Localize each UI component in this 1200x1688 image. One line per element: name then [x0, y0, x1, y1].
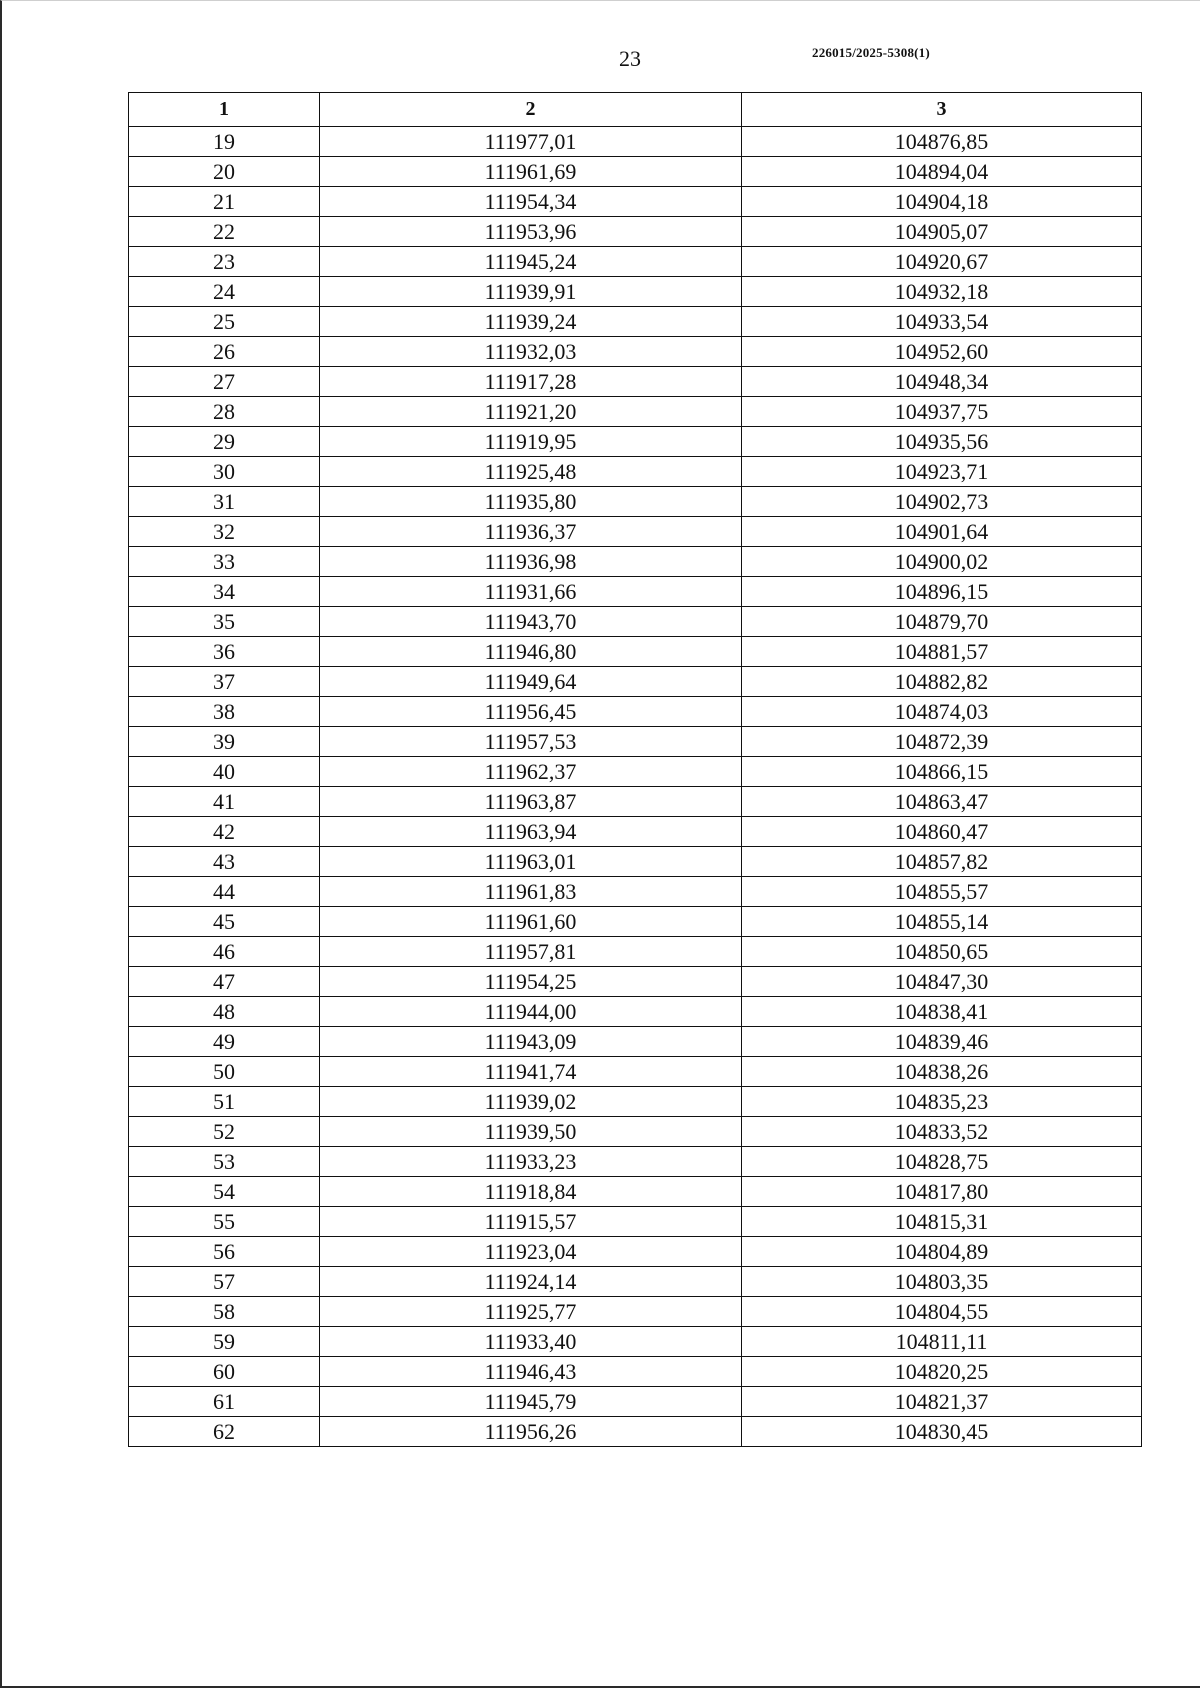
- table-cell-col-2: 111956,26: [320, 1417, 742, 1447]
- table-row: [129, 517, 1142, 547]
- column-header-2: 2: [320, 93, 742, 127]
- table-cell-col-3: 104850,65: [742, 937, 1142, 967]
- table-cell-col-3: 104874,03: [742, 697, 1142, 727]
- table-cell-col-3: 104804,55: [742, 1297, 1142, 1327]
- table-row: [129, 1057, 1142, 1087]
- table-cell-col-3: 104804,89: [742, 1237, 1142, 1267]
- table-cell-col-2: 111945,79: [320, 1387, 742, 1417]
- table-cell-col-2: 111941,74: [320, 1057, 742, 1087]
- table-row: [129, 157, 1142, 187]
- table-cell-col-2: 111931,66: [320, 577, 742, 607]
- table-body: [129, 127, 1142, 1447]
- table-cell-col-1: 41: [129, 787, 320, 817]
- table-cell-col-2: 111944,00: [320, 997, 742, 1027]
- table-cell-col-3: 104839,46: [742, 1027, 1142, 1057]
- table-cell-col-1: 62: [129, 1417, 320, 1447]
- table-row: [129, 457, 1142, 487]
- table-cell-col-1: 49: [129, 1027, 320, 1057]
- table-cell-col-1: 28: [129, 397, 320, 427]
- table-row: [129, 1417, 1142, 1447]
- table-cell-col-2: 111924,14: [320, 1267, 742, 1297]
- table-row: [129, 1087, 1142, 1117]
- table-row: [129, 337, 1142, 367]
- table-cell-col-2: 111961,83: [320, 877, 742, 907]
- table-cell-col-2: 111962,37: [320, 757, 742, 787]
- table-row: [129, 247, 1142, 277]
- table-cell-col-1: 35: [129, 607, 320, 637]
- table-cell-col-1: 24: [129, 277, 320, 307]
- table-row: [129, 997, 1142, 1027]
- table-cell-col-1: 37: [129, 667, 320, 697]
- table-cell-col-1: 57: [129, 1267, 320, 1297]
- table-row: [129, 127, 1142, 157]
- table-row: [129, 847, 1142, 877]
- table-cell-col-1: 26: [129, 337, 320, 367]
- table-cell-col-2: 111977,01: [320, 127, 742, 157]
- table-row: [129, 637, 1142, 667]
- table-cell-col-3: 104948,34: [742, 367, 1142, 397]
- table-row: [129, 1147, 1142, 1177]
- table-row: [129, 1237, 1142, 1267]
- table-cell-col-1: 38: [129, 697, 320, 727]
- table-cell-col-2: 111956,45: [320, 697, 742, 727]
- table-cell-col-1: 39: [129, 727, 320, 757]
- table-row: [129, 937, 1142, 967]
- table-cell-col-3: 104828,75: [742, 1147, 1142, 1177]
- table-row: [129, 427, 1142, 457]
- table-cell-col-3: 104933,54: [742, 307, 1142, 337]
- table-cell-col-2: 111961,60: [320, 907, 742, 937]
- coordinates-table: [128, 92, 1142, 1447]
- column-header-1: 1: [129, 93, 320, 127]
- table-cell-col-2: 111963,87: [320, 787, 742, 817]
- table-cell-col-2: 111933,40: [320, 1327, 742, 1357]
- table-cell-col-2: 111943,09: [320, 1027, 742, 1057]
- table-cell-col-1: 48: [129, 997, 320, 1027]
- table-cell-col-3: 104901,64: [742, 517, 1142, 547]
- table-cell-col-2: 111961,69: [320, 157, 742, 187]
- table-cell-col-1: 51: [129, 1087, 320, 1117]
- table-row: [129, 967, 1142, 997]
- table-header-row: [129, 93, 1142, 127]
- table-cell-col-3: 104833,52: [742, 1117, 1142, 1147]
- table-cell-col-2: 111933,23: [320, 1147, 742, 1177]
- table-row: [129, 817, 1142, 847]
- table-cell-col-1: 53: [129, 1147, 320, 1177]
- table-row: [129, 1117, 1142, 1147]
- table-cell-col-3: 104838,41: [742, 997, 1142, 1027]
- table-cell-col-2: 111923,04: [320, 1237, 742, 1267]
- table-cell-col-2: 111945,24: [320, 247, 742, 277]
- table-cell-col-1: 60: [129, 1357, 320, 1387]
- table-cell-col-1: 19: [129, 127, 320, 157]
- table-cell-col-3: 104830,45: [742, 1417, 1142, 1447]
- table-cell-col-1: 52: [129, 1117, 320, 1147]
- table-row: [129, 1267, 1142, 1297]
- table-cell-col-1: 23: [129, 247, 320, 277]
- table-row: [129, 727, 1142, 757]
- table-cell-col-2: 111946,43: [320, 1357, 742, 1387]
- table-cell-col-2: 111957,81: [320, 937, 742, 967]
- table-cell-col-2: 111936,37: [320, 517, 742, 547]
- table-cell-col-3: 104866,15: [742, 757, 1142, 787]
- table-cell-col-3: 104882,82: [742, 667, 1142, 697]
- table-cell-col-2: 111939,24: [320, 307, 742, 337]
- table-cell-col-3: 104857,82: [742, 847, 1142, 877]
- table-cell-col-1: 58: [129, 1297, 320, 1327]
- table-cell-col-2: 111949,64: [320, 667, 742, 697]
- page-number: 23: [619, 46, 641, 71]
- table-cell-col-2: 111953,96: [320, 217, 742, 247]
- table-cell-col-1: 33: [129, 547, 320, 577]
- table-cell-col-2: 111943,70: [320, 607, 742, 637]
- table-cell-col-1: 32: [129, 517, 320, 547]
- table-cell-col-1: 54: [129, 1177, 320, 1207]
- table-cell-col-1: 30: [129, 457, 320, 487]
- table-cell-col-1: 20: [129, 157, 320, 187]
- table-row: [129, 667, 1142, 697]
- table-cell-col-2: 111925,77: [320, 1297, 742, 1327]
- table-cell-col-1: 34: [129, 577, 320, 607]
- table-cell-col-3: 104923,71: [742, 457, 1142, 487]
- table-cell-col-2: 111963,94: [320, 817, 742, 847]
- table-cell-col-1: 61: [129, 1387, 320, 1417]
- table-row: [129, 547, 1142, 577]
- table-cell-col-1: 31: [129, 487, 320, 517]
- table-cell-col-2: 111915,57: [320, 1207, 742, 1237]
- table-cell-col-2: 111954,25: [320, 967, 742, 997]
- table-cell-col-3: 104932,18: [742, 277, 1142, 307]
- table-row: [129, 787, 1142, 817]
- table-cell-col-2: 111935,80: [320, 487, 742, 517]
- table-row: [129, 397, 1142, 427]
- table-cell-col-1: 42: [129, 817, 320, 847]
- table-cell-col-2: 111925,48: [320, 457, 742, 487]
- table-cell-col-3: 104904,18: [742, 187, 1142, 217]
- table-cell-col-3: 104835,23: [742, 1087, 1142, 1117]
- table-cell-col-3: 104815,31: [742, 1207, 1142, 1237]
- table-cell-col-3: 104817,80: [742, 1177, 1142, 1207]
- table-cell-col-3: 104937,75: [742, 397, 1142, 427]
- table-cell-col-1: 59: [129, 1327, 320, 1357]
- table-cell-col-2: 111919,95: [320, 427, 742, 457]
- table-cell-col-2: 111954,34: [320, 187, 742, 217]
- table-cell-col-3: 104920,67: [742, 247, 1142, 277]
- table-row: [129, 487, 1142, 517]
- table-row: [129, 277, 1142, 307]
- table-cell-col-2: 111932,03: [320, 337, 742, 367]
- table-row: [129, 1327, 1142, 1357]
- table-cell-col-1: 45: [129, 907, 320, 937]
- table-cell-col-3: 104879,70: [742, 607, 1142, 637]
- table-cell-col-3: 104855,14: [742, 907, 1142, 937]
- document-reference: 226015/2025-5308(1): [812, 45, 930, 60]
- table-cell-col-1: 40: [129, 757, 320, 787]
- table-cell-col-3: 104820,25: [742, 1357, 1142, 1387]
- table-cell-col-2: 111917,28: [320, 367, 742, 397]
- table-cell-col-1: 43: [129, 847, 320, 877]
- table-cell-col-3: 104838,26: [742, 1057, 1142, 1087]
- table-cell-col-2: 111918,84: [320, 1177, 742, 1207]
- table-row: [129, 577, 1142, 607]
- table-cell-col-3: 104860,47: [742, 817, 1142, 847]
- table-cell-col-3: 104905,07: [742, 217, 1142, 247]
- table-cell-col-3: 104896,15: [742, 577, 1142, 607]
- table-row: [129, 907, 1142, 937]
- table-cell-col-2: 111939,50: [320, 1117, 742, 1147]
- table-cell-col-1: 46: [129, 937, 320, 967]
- table-cell-col-3: 104881,57: [742, 637, 1142, 667]
- table-row: [129, 697, 1142, 727]
- table-cell-col-1: 47: [129, 967, 320, 997]
- table-row: [129, 877, 1142, 907]
- table-cell-col-3: 104902,73: [742, 487, 1142, 517]
- table-cell-col-3: 104876,85: [742, 127, 1142, 157]
- table-row: [129, 757, 1142, 787]
- table-cell-col-1: 25: [129, 307, 320, 337]
- table-cell-col-3: 104811,11: [742, 1327, 1142, 1357]
- table-cell-col-1: 50: [129, 1057, 320, 1087]
- table-cell-col-1: 44: [129, 877, 320, 907]
- table-row: [129, 607, 1142, 637]
- table-cell-col-3: 104872,39: [742, 727, 1142, 757]
- table-row: [129, 1387, 1142, 1417]
- table-row: [129, 367, 1142, 397]
- table-cell-col-1: 21: [129, 187, 320, 217]
- table-row: [129, 1297, 1142, 1327]
- table-cell-col-3: 104900,02: [742, 547, 1142, 577]
- table-cell-col-1: 56: [129, 1237, 320, 1267]
- table-row: [129, 1177, 1142, 1207]
- table-cell-col-1: 55: [129, 1207, 320, 1237]
- table-cell-col-3: 104952,60: [742, 337, 1142, 367]
- table-cell-col-2: 111939,91: [320, 277, 742, 307]
- table-cell-col-2: 111946,80: [320, 637, 742, 667]
- column-header-3: 3: [742, 93, 1142, 127]
- table-cell-col-3: 104821,37: [742, 1387, 1142, 1417]
- table-cell-col-3: 104803,35: [742, 1267, 1142, 1297]
- table-row: [129, 187, 1142, 217]
- table-cell-col-1: 36: [129, 637, 320, 667]
- table-cell-col-3: 104935,56: [742, 427, 1142, 457]
- table-cell-col-2: 111936,98: [320, 547, 742, 577]
- table-cell-col-3: 104855,57: [742, 877, 1142, 907]
- table-cell-col-2: 111939,02: [320, 1087, 742, 1117]
- table-cell-col-2: 111957,53: [320, 727, 742, 757]
- table-row: [129, 1207, 1142, 1237]
- table-cell-col-3: 104894,04: [742, 157, 1142, 187]
- table-cell-col-1: 22: [129, 217, 320, 247]
- table-cell-col-1: 29: [129, 427, 320, 457]
- table-row: [129, 217, 1142, 247]
- table-cell-col-2: 111963,01: [320, 847, 742, 877]
- table-cell-col-1: 27: [129, 367, 320, 397]
- table-cell-col-2: 111921,20: [320, 397, 742, 427]
- table-row: [129, 1357, 1142, 1387]
- table-row: [129, 307, 1142, 337]
- table-cell-col-3: 104863,47: [742, 787, 1142, 817]
- table-row: [129, 1027, 1142, 1057]
- table-cell-col-3: 104847,30: [742, 967, 1142, 997]
